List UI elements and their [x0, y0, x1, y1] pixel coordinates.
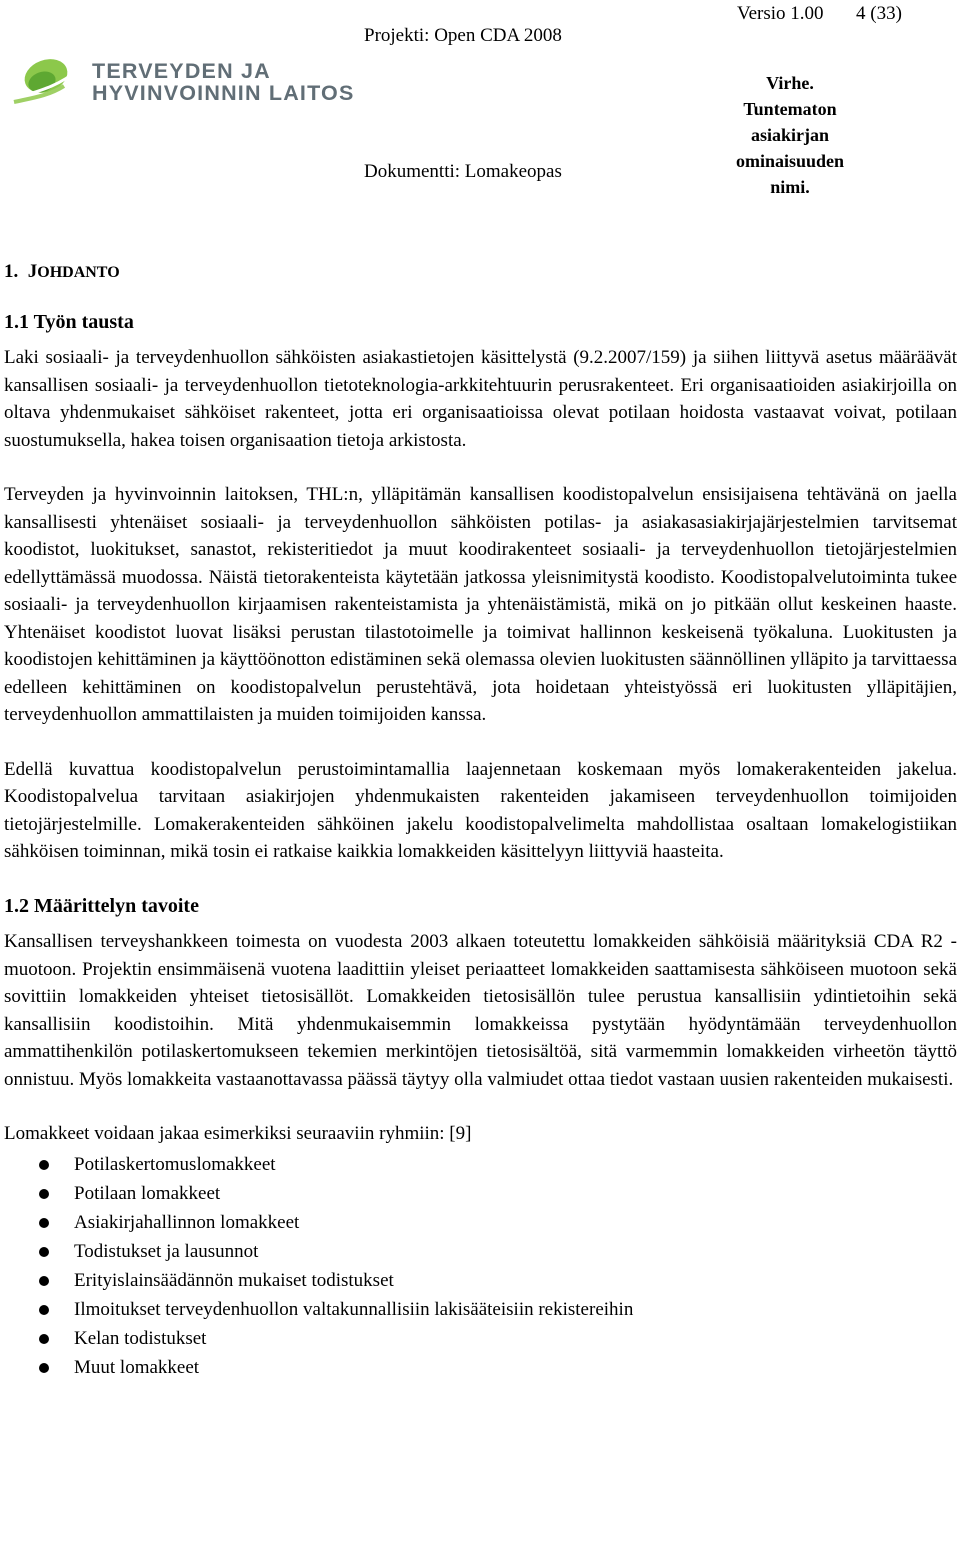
list-item	[4, 1353, 957, 1382]
error-line: Tuntematon	[743, 99, 837, 119]
bullet-icon	[39, 1247, 49, 1257]
list-item	[4, 1295, 957, 1324]
header-page-number: 4 (33)	[856, 3, 902, 24]
bullet-icon	[39, 1160, 49, 1170]
thl-leaf-icon	[12, 52, 92, 112]
error-line: asiakirjan	[750, 125, 829, 145]
paragraph: Kansallisen terveyshankkeen toimesta on vuodesta 2003 alkaen toteutettu lomakkeiden sähköisiä määrityksiä CDA R2 -muotoon. Projektin ensimmäisenä vuotena laadittiin yleiset periaatteet lomakkeiden saattamisesta sähköiseen muotoon sekä sovittiin lomakkeiden yhteiset tietosisällöt. Lomakkeiden tietosisällön tulee perustua kansallisiin ydintietoihin sekä kansallisiin koodistoihin. Mitä yhdenmukaisemmin lomakkeissa pystytään hyödyntämään terveydenhuollon ammattihenkilön potilaskertomukseen tekemien merkintöjen tietosisältöä, sitä varmemmin lomakkeiden virheetön täyttö onnistuu. Myös lomakkeita vastaanottavassa päässä täytyy olla valmiudet ottaa tiedot vastaan uusien rakenteiden mukaisesti.	[4, 931, 957, 1090]
bullet-icon	[39, 1305, 49, 1315]
header-error-field	[720, 70, 860, 200]
error-line: Virhe.	[766, 73, 814, 93]
section-number: 1.	[4, 261, 19, 282]
list-item-text: Potilaskertomuslomakkeet	[74, 1153, 276, 1175]
header-document: Dokumentti: Lomakeopas	[364, 161, 562, 182]
list-item	[4, 1208, 957, 1237]
paragraph: Terveyden ja hyvinvoinnin laitoksen, THL:n, ylläpitämän kansallisen koodistopalvelun ensisijaisena tehtävänä on jaella kansallisesti yhtenäiset sosiaali- ja terveydenhuollon sähköisten potilas- ja asiakasasiakirjajärjestelmien tarvitsemat koodistot, luokitukset, sanastot, rekisteritiedot ja muut koodirakenteet sosiaali- ja terveydenhuollon tietojärjestelmien edellyttämässä muodossa. Näistä tietorakenteista käytetään jatkossa yleisnimitystä koodisto. Koodistopalvelutoiminta tukee sosiaali- ja terveydenhuollon kirjaamisen rakenteistamista ja yhtenäistämistä, mikä on jo pitkään ollut keskeinen haaste. Yhtenäiset koodistot luovat lisäksi perustan tilastotoimelle ja toimivat hallinnon keskeisenä työkaluna. Luokitusten ja koodistojen kehittäminen ja käyttöönotton edistäminen sekä olemassa olevien luokitusten säännöllinen ylläpito ja tarvittaessa edelleen kehittäminen on koodistopalvelun perustehtävä, jota hoidetaan yhteistyössä eri luokitusten ylläpitäjien, terveydenhuollon ammattilaisten ja muiden toimijoiden kanssa.	[4, 484, 957, 725]
list-item-text: Muut lomakkeet	[74, 1356, 200, 1378]
list-item	[4, 1150, 957, 1179]
list-item-text: Ilmoitukset terveydenhuollon valtakunnallisiin lakisääteisiin rekistereihin	[74, 1298, 634, 1320]
header-project: Projekti: Open CDA 2008	[364, 25, 562, 46]
list-item	[4, 1324, 957, 1353]
section-1-2-heading: 1.2 Määrittelyn tavoite	[4, 894, 199, 917]
bullet-icon	[39, 1363, 49, 1373]
list-item-text: Todistukset ja lausunnot	[74, 1240, 259, 1262]
list-item-text: Asiakirjahallinnon lomakkeet	[74, 1211, 300, 1233]
section-1-heading	[4, 258, 957, 287]
section-title-rest: OHDANTO	[37, 264, 120, 281]
list-item	[4, 1266, 957, 1295]
bullet-icon	[39, 1218, 49, 1228]
logo-line-1: TERVEYDEN JA	[92, 59, 271, 83]
bullet-icon	[39, 1189, 49, 1199]
section-1-1-heading: 1.1 Työn tausta	[4, 310, 134, 333]
document-body	[4, 258, 957, 1382]
bullet-icon	[39, 1276, 49, 1286]
paragraph: Edellä kuvattua koodistopalvelun perustoimintamallia laajennetaan koskemaan myös lomakerakenteiden jakelua. Koodistopalvelua tarvitaan asiakirjojen yhdenmukaisten rakenteiden jakamiseen terveydenhuollon toimijoiden tietojärjestelmille. Lomakerakenteiden sähköinen jakelu koodistopalvelimelta mahdollistaa osaltaan lomakelogistiikan sähköisen toiminnan, mikä tosin ei ratkaise kaikkia lomakkeiden käsittelyyn liittyviä haasteita.	[4, 758, 957, 862]
page-header	[0, 0, 960, 200]
error-line: nimi.	[770, 177, 810, 197]
list-item	[4, 1237, 957, 1266]
paragraph: Laki sosiaali- ja terveydenhuollon sähköisten asiakastietojen käsittelystä (9.2.2007/159) ja siihen liittyvä asetus määräävät kansallisen sosiaali- ja terveydenhuollon tietoteknologia-arkkitehtuurin perusrakenteet. Eri organisaatioiden asiakirjoilla on oltava yhdenmukaiset sähköiset rakenteet, jotta eri organisaatioissa olevat potilaan hoidosta vastaavat voivat, potilaan suostumuksella, hakea toisen organisaation tietoja arkistosta.	[4, 347, 957, 451]
form-group-list	[4, 1150, 957, 1382]
thl-logo	[12, 52, 355, 112]
list-item-text: Potilaan lomakkeet	[74, 1182, 221, 1204]
list-item-text: Erityislainsäädännön mukaiset todistukset	[74, 1269, 394, 1291]
header-version: Versio 1.00	[737, 3, 824, 24]
paragraph: Lomakkeet voidaan jakaa esimerkiksi seuraaviin ryhmiin: [9]	[4, 1123, 472, 1144]
bullet-icon	[39, 1334, 49, 1344]
logo-line-2: HYVINVOINNIN LAITOS	[92, 81, 355, 105]
list-item-text: Kelan todistukset	[74, 1327, 207, 1349]
error-line: ominaisuuden	[735, 151, 845, 171]
list-item	[4, 1179, 957, 1208]
section-title-initial: J	[27, 261, 38, 282]
